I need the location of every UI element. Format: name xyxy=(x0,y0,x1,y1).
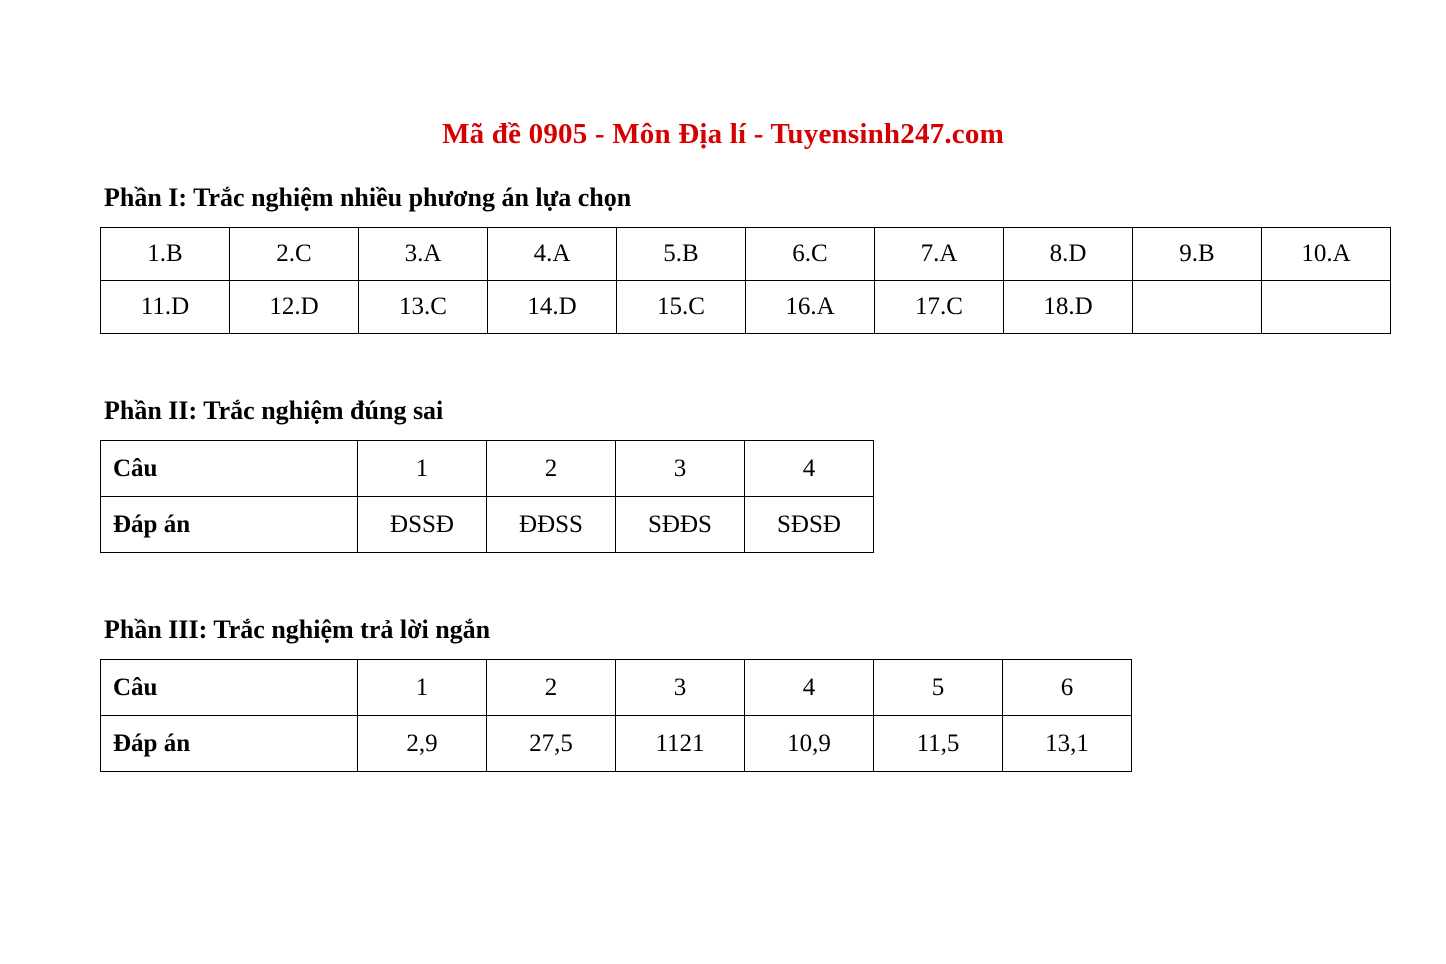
table-row xyxy=(101,228,1391,281)
row-label-question: Câu xyxy=(101,441,358,497)
question-number: 3 xyxy=(616,660,745,716)
part2-heading: Phần II: Trắc nghiệm đúng sai xyxy=(104,396,444,425)
answer-cell: 13.C xyxy=(359,281,488,334)
answer-cell: SĐĐS xyxy=(616,497,745,553)
row-label-answer: Đáp án xyxy=(101,716,358,772)
part2-answer-table xyxy=(100,440,874,553)
answer-cell: 16.A xyxy=(746,281,875,334)
part3-heading: Phần III: Trắc nghiệm trả lời ngắn xyxy=(104,615,491,644)
part1-heading: Phần I: Trắc nghiệm nhiều phương án lựa chọn xyxy=(104,183,632,212)
answer-cell: 15.C xyxy=(617,281,746,334)
table-row xyxy=(101,281,1391,334)
page-title: Mã đề 0905 - Môn Địa lí - Tuyensinh247.com xyxy=(442,118,1004,150)
answer-cell: ĐĐSS xyxy=(487,497,616,553)
answer-cell: 10.A xyxy=(1262,228,1391,281)
answer-cell: 7.A xyxy=(875,228,1004,281)
answer-cell: 27,5 xyxy=(487,716,616,772)
answer-cell: 12.D xyxy=(230,281,359,334)
question-number: 3 xyxy=(616,441,745,497)
answer-cell: 2.C xyxy=(230,228,359,281)
answer-cell: 9.B xyxy=(1133,228,1262,281)
part3-answer-table xyxy=(100,659,1132,772)
answer-cell: 13,1 xyxy=(1003,716,1132,772)
answer-cell-empty xyxy=(1262,281,1391,334)
answer-cell: 17.C xyxy=(875,281,1004,334)
answer-cell: 6.C xyxy=(746,228,875,281)
answer-cell: 3.A xyxy=(359,228,488,281)
answer-cell: 1.B xyxy=(101,228,230,281)
answer-cell: 1121 xyxy=(616,716,745,772)
answer-cell-empty xyxy=(1133,281,1262,334)
question-number: 5 xyxy=(874,660,1003,716)
question-number: 6 xyxy=(1003,660,1132,716)
answer-cell: 5.B xyxy=(617,228,746,281)
answer-cell: ĐSSĐ xyxy=(358,497,487,553)
question-number: 4 xyxy=(745,441,874,497)
question-number: 2 xyxy=(487,660,616,716)
answer-cell: 14.D xyxy=(488,281,617,334)
question-number: 1 xyxy=(358,660,487,716)
row-label-question: Câu xyxy=(101,660,358,716)
question-number: 4 xyxy=(745,660,874,716)
answer-cell: SĐSĐ xyxy=(745,497,874,553)
part1-answer-table xyxy=(100,227,1391,334)
table-row xyxy=(101,660,1132,716)
row-label-answer: Đáp án xyxy=(101,497,358,553)
answer-cell: 8.D xyxy=(1004,228,1133,281)
answer-cell: 11.D xyxy=(101,281,230,334)
answer-cell: 18.D xyxy=(1004,281,1133,334)
table-row xyxy=(101,497,874,553)
answer-cell: 2,9 xyxy=(358,716,487,772)
answer-cell: 10,9 xyxy=(745,716,874,772)
question-number: 1 xyxy=(358,441,487,497)
answer-cell: 11,5 xyxy=(874,716,1003,772)
table-row xyxy=(101,716,1132,772)
table-row xyxy=(101,441,874,497)
question-number: 2 xyxy=(487,441,616,497)
answer-cell: 4.A xyxy=(488,228,617,281)
